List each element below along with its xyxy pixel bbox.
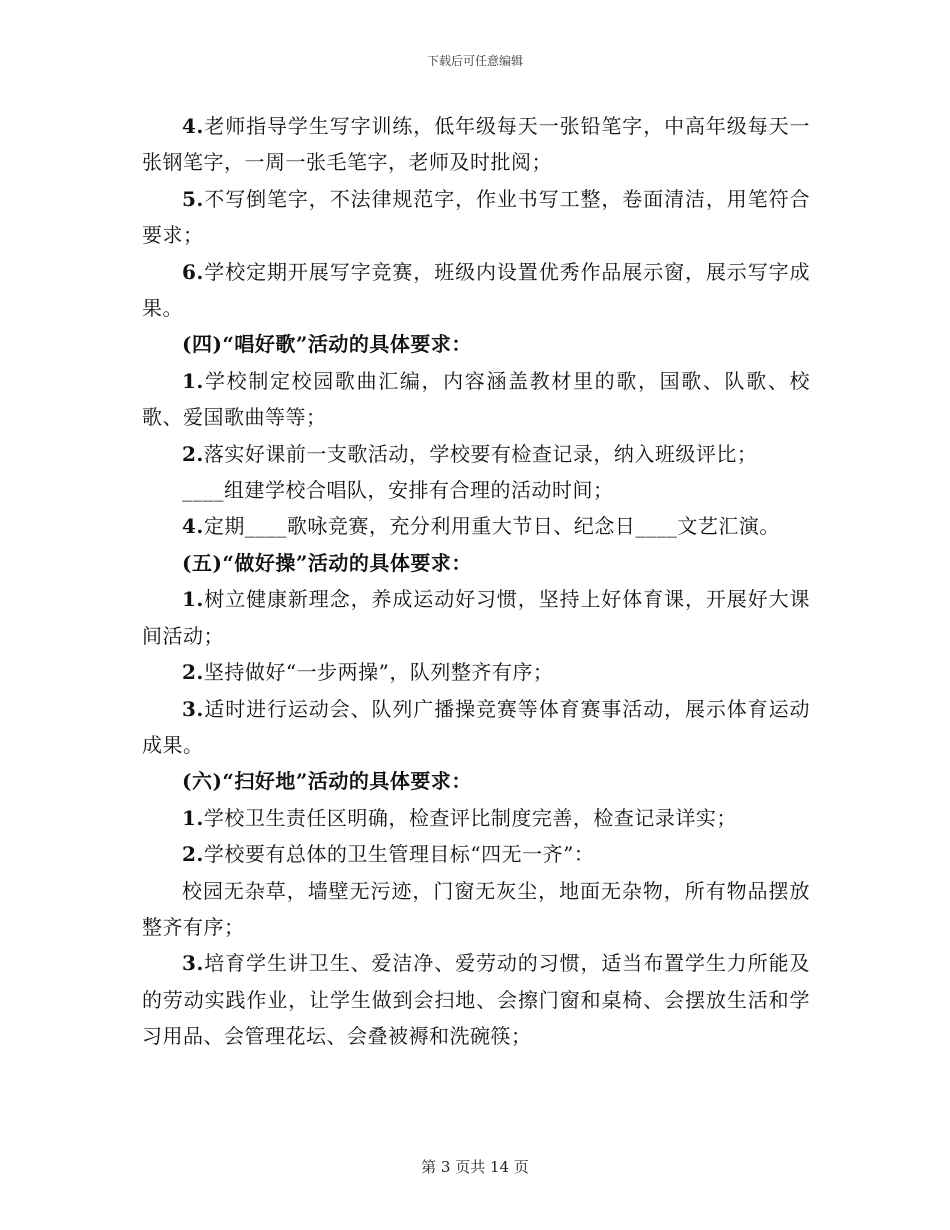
paragraph-item-2-two-exercises	[142, 654, 810, 690]
paragraph-item-3-sports-events	[142, 691, 810, 764]
section-heading-sing: (四)“唱好歌”活动的具体要求：	[182, 332, 472, 357]
item-number: 5.	[182, 186, 204, 211]
item-number: 1.	[182, 368, 204, 393]
paragraph-choir: ____组建学校合唱队，安排有合理的活动时间；	[182, 478, 614, 503]
item-number: 1.	[182, 805, 204, 830]
item-number: 1.	[182, 587, 204, 612]
paragraph-text: 培育学生讲卫生、爱洁净、爱劳动的习惯，适当布置学生力所能及的劳动实践作业，让学生做到会扫地、会擦门窗和桌椅、会摆放生活和学习用品、会管理花坛、会叠被褥和洗碗筷；	[142, 951, 810, 1049]
item-number: 4.	[182, 514, 204, 539]
document-body	[142, 108, 810, 1055]
paragraph-text: 落实好课前一支歌活动，学校要有检查记录，纳入班级评比；	[203, 441, 758, 466]
item-number: 6.	[182, 259, 204, 284]
paragraph-text: 定期____歌咏竞赛，充分利用重大节日、纪念日____文艺汇演。	[203, 514, 780, 539]
page-header: 下载后可任意编辑	[426, 54, 523, 68]
paragraph-text: 适时进行运动会、队列广播操竞赛等体育赛事活动，展示体育运动成果。	[142, 696, 810, 757]
paragraph-text: 学校制定校园歌曲汇编，内容涵盖教材里的歌，国歌、队歌、校歌、爱国歌曲等等；	[142, 368, 810, 430]
item-number: 3.	[182, 951, 204, 976]
section-heading-exercise: (五)“做好操”活动的具体要求：	[182, 550, 472, 575]
paragraph-item-3-labor-habits	[142, 945, 810, 1054]
paragraph-text: 老师指导学生写字训练，低年级每天一张铅笔字，中高年级每天一张钢笔字，一周一张毛笔字，老师及时批阅；	[142, 114, 810, 175]
paragraph-text: 不写倒笔字，不法律规范字，作业书写工整，卷面清洁，用笔符合要求；	[142, 186, 810, 248]
paragraph-item-4-handwriting-training	[142, 108, 810, 181]
item-number: 2.	[182, 660, 204, 685]
item-number: 4.	[182, 114, 204, 138]
paragraph-item-1-health-concept	[142, 581, 810, 654]
paragraph-text: 学校要有总体的卫生管理目标“四无一齐”：	[203, 842, 595, 867]
paragraph-item-4-singing-contest	[142, 508, 810, 544]
page-footer: 第 3 页共 14 页	[421, 1158, 529, 1176]
paragraph-item-1-hygiene-zones	[142, 800, 810, 836]
paragraph-text: 学校定期开展写字竞赛，班级内设置优秀作品展示窗，展示写字成果。	[142, 259, 810, 321]
paragraph-item-6-writing-competition	[142, 254, 810, 327]
paragraph-text: 学校卫生责任区明确，检查评比制度完善，检查记录详实；	[203, 805, 737, 830]
item-number: 3.	[182, 696, 204, 721]
paragraph-item-2-hygiene-goal	[142, 836, 810, 872]
paragraph-item-2-pre-class-song	[142, 436, 810, 472]
paragraph-item-5-writing-standards	[142, 181, 810, 254]
item-number: 2.	[182, 441, 204, 466]
paragraph-text: 坚持做好“一步两操”，队列整齐有序；	[203, 660, 554, 685]
paragraph-campus-cleanliness: 校园无杂草，墙壁无污迹，门窗无灰尘，地面无杂物，所有物品摆放整齐有序；	[142, 878, 810, 939]
paragraph-item-1-song-collection	[142, 363, 810, 436]
paragraph-text: 树立健康新理念，养成运动好习惯，坚持上好体育课，开展好大课间活动；	[142, 587, 810, 648]
item-number: 2.	[182, 842, 204, 867]
section-heading-sweep: (六)“扫好地”活动的具体要求：	[182, 769, 472, 794]
